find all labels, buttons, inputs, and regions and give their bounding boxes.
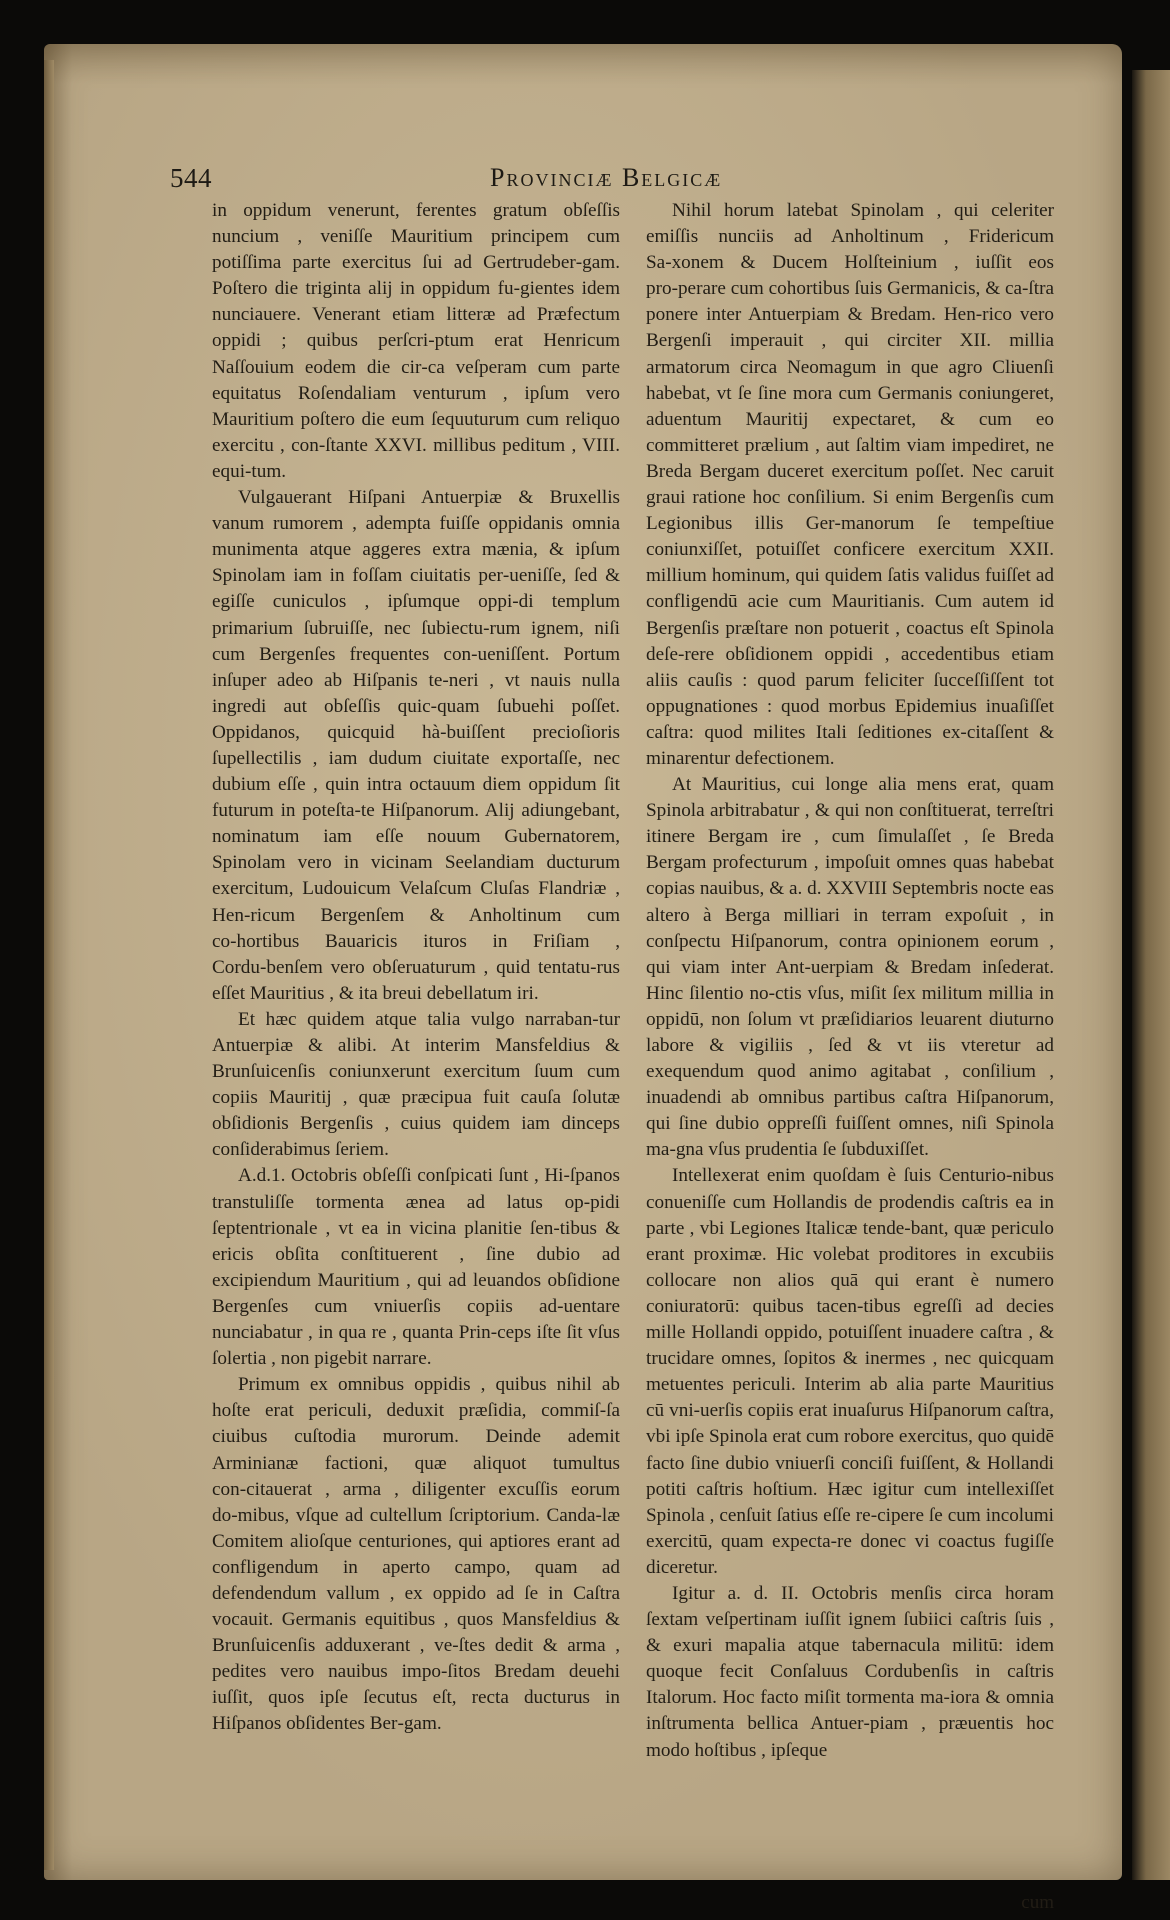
paragraph: Et hæc quidem atque talia vulgo narraban‑tur Antuerpiæ & alibi. At interim Mansfeldius & Brunſuicenſis coniunxerunt exercitum ſuum cum copiis Mauritij , quæ præcipua fuit cauſa ſolutæ obſidionis Bergenſis , cuius quidem iam dinceps conſiderabimus ſeriem. <box>212 1008 620 1161</box>
page-number: 544 <box>170 163 212 193</box>
paragraph: Intellexerat enim quoſdam è ſuis Centurio‑nibus conueniſſe cum Hollandis de prodendis caſtris ea in parte , vbi Legiones Italicæ tende‑bant, quæ periculo erant proximæ. Hic volebat proditores in excubiis collocare non alios quā qui erant è numero coniuratorū: quibus tacen‑tibus egreſſi ad decies mille Hollandi oppido, potuiſſent inuadere caſtra , & trucidare omnes, ſopitos & inermes , nec quicquam metuentes periculi. Interim ab alia parte Mauritius cū vni‑uerſis copiis erat inuaſurus Hiſpanorum caſtra, vbi ipſe Spinola erat cum robore exercitus, quo quidē facto ſine dubio vniuerſi conciſi fuiſſent, & Hollandi potiti caſtris hoſtium. Hæc igitur cum intellexiſſet Spinola , cenſuit ſatius eſſe re‑cipere ſe cum incolumi exercitū, quam expecta‑re donec vi coactus fugiſſe diceretur. <box>646 1165 1054 1578</box>
catchword: cum <box>1021 1892 1054 1913</box>
paragraph: Primum ex omnibus oppidis , quibus nihil ab hoſte erat periculi, deduxit præſidia, commiſ‑ſa ciuibus cuſtodia murorum. Deinde ademit Arminianæ factioni, quæ aliquot tumultus con‑citauerat , arma , diligenter excuſſis eorum do‑mibus, vſque ad cultellum ſcriptorium. Canda‑læ Comitem alioſque centuriones, qui aptiores erant ad confligendum in aperto campo, quam ad defendendum vallum , ex oppido ad ſe in Caſtra vocauit. Germanis equitibus , quos Mansfeldius & Brunſuicenſis adduxerant , ve‑ſtes dedit & arma , pedites vero nauibus impo‑ſitos Bredam deuehi iuſſit, quos ipſe ſecutus eſt, recta ducturus in Hiſpanos obſidentes Ber‑gam. <box>212 1374 620 1735</box>
running-head <box>170 161 1000 195</box>
page-gutter-edge <box>44 60 54 1870</box>
next-page-edge <box>1132 70 1170 1880</box>
paragraph: At Mauritius, cui longe alia mens erat, quam Spinola arbitrabatur , & qui non conſtituerat, terreſtri itinere Bergam ire , cum ſimulaſſet , ſe Breda Bergam profecturum , impoſuit omnes quas habebat copias nauibus, & a. d. XXVIII Septembris nocte eas altero à Berga milliari in terram expoſuit , in conſpectu Hiſpanorum, contra opinionem eorum , qui viam inter Ant‑uerpiam & Bredam inſederat. Hinc ſilentio no‑ctis vſus, miſit ſex militum millia in oppidū, non ſolum vt præſidiarios leuarent diuturno labore & vigiliis , ſed & vt iis vteretur ad exequendum quod animo agitabat , conſilium , inuadendi ab omnibus partibus caſtra Hiſpanorum, qui ſine dubio oppreſſi fuiſſent omnes, niſi Spinola ma‑gna vſus prudentia ſe ſubduxiſſet. <box>646 774 1054 1161</box>
page-title: Provinciæ Belgicæ <box>490 163 723 192</box>
paragraph: A.d.1. Octobris obſeſſi conſpicati ſunt , Hi‑ſpanos transtuliſſe tormenta ænea ad latus op‑pidi ſeptentrionale , vt ea in vicina planitie ſen‑tibus & ericis obſita conſtituerent , ſine dubio ad excipiendum Mauritium , qui ad leuandos obſidione Bergenſes cum vniuerſis copiis ad‑uentare nunciabatur , in qua re , quanta Prin‑ceps iſte ſit vſus ſolertia , non pigebit narrare. <box>212 1165 620 1370</box>
paragraph: Nihil horum latebat Spinolam , qui celeriter emiſſis nunciis ad Anholtinum , Fridericum Sa‑xonem & Ducem Holſteinium , iuſſit eos pro‑perare cum cohortibus ſuis Germanicis, & ca‑ſtra ponere inter Antuerpiam & Bredam. Hen‑rico vero Bergenſi imperauit , qui circiter XII. millia armatorum circa Neomagum in que agro Cliuenſi habebat, vt ſe ſine mora cum Germanis coniungeret, aduentum Mauritij expectaret, & cum eo committeret prælium , aut ſaltim viam impediret, ne Breda Bergam duceret exercitum poſſet. Nec caruit graui ratione hoc conſilium. Si enim Bergenſis cum Legionibus illis Ger‑manorum ſe tempeſtiue coniunxiſſet, potuiſſet conficere exercitum XXII. millium hominum, qui quidem ſatis validus fuiſſet ad confligendū acie cum Mauritianis. Cum autem id Bergenſis præſtare non potuerit , coactus eſt Spinola deſe‑rere obſidionem oppidi , accedentibus etiam aliis cauſis : quod parum feliciter ſucceſſiſſent tot oppugnationes : quod morbus Epidemius inuaſiſſet caſtra: quod milites Itali ſeditiones ex‑citaſſent & minarentur defectionem. <box>646 200 1054 769</box>
left-column <box>212 198 620 1738</box>
paragraph: Igitur a. d. II. Octobris menſis circa horam ſextam veſpertinam iuſſit ignem ſubiici caſtris ſuis , & exuri mapalia atque tabernacula militū: idem quoque fecit Conſaluus Cordubenſis in caſtris Italorum. Hoc facto miſit tormenta ma‑iora & omnia inſtrumenta bellica Antuer‑piam , præuentis hoc modo hoſtibus , ipſeque <box>646 1582 1054 1761</box>
right-column <box>646 198 1054 1764</box>
right-column-wrapper <box>646 198 1054 1913</box>
paragraph: in oppidum venerunt, ferentes gratum obſeſſis nuncium , veniſſe Mauritium principem cum potiſſima parte exercitus ſui ad Gertrudeber‑gam. Poſtero die triginta alij in oppidum fu‑gientes idem nunciauere. Venerant etiam litteræ ad Præfectum oppidi ; quibus perſcri‑ptum erat Henricum Naſſouium eodem die cir‑ca veſperam cum parte equitatus Roſendaliam venturum , ipſum vero Mauritium poſtero die eum ſequuturum cum reliquo exercitu , con‑ſtante XXVI. millibus peditum , VIII. equi‑tum. <box>212 200 620 482</box>
paragraph: Vulgauerant Hiſpani Antuerpiæ & Bruxellis vanum rumorem , adempta fuiſſe oppidanis omnia munimenta atque aggeres extra mænia, & ipſum Spinolam iam in foſſam ciuitatis per‑ueniſſe, ſed & egiſſe cuniculos , ipſumque oppi‑di templum primarium ſubruiſſe, nec ſubiectu‑rum ignem, niſi cum Bergenſes frequentes con‑ueniſſent. Portum inſuper adeo ab Hiſpanis te‑neri , vt nauis nulla ingredi aut obſeſſis quic‑quam ſubuehi poſſet. Oppidanos, quicquid hà‑buiſſent precioſioris ſupellectilis , iam dudum ciuitate exportaſſe, nec dubium eſſe , quin intra octauum diem oppidum ſit futurum in poteſta‑te Hiſpanorum. Alij adiungebant, nominatum iam eſſe nouum Gubernatorem, Spinolam vero in vicinam Seelandiam ducturum exercitum, Ludouicum Velaſcum Cluſas Flandriæ , Hen‑ricum Bergenſem & Anholtinum cum co‑hortibus Bauaricis ituros in Friſiam , Cordu‑benſem vero obſeruaturum , quid tentatu‑rus eſſet Mauritius , & ita breui debellatum iri. <box>212 487 620 1004</box>
